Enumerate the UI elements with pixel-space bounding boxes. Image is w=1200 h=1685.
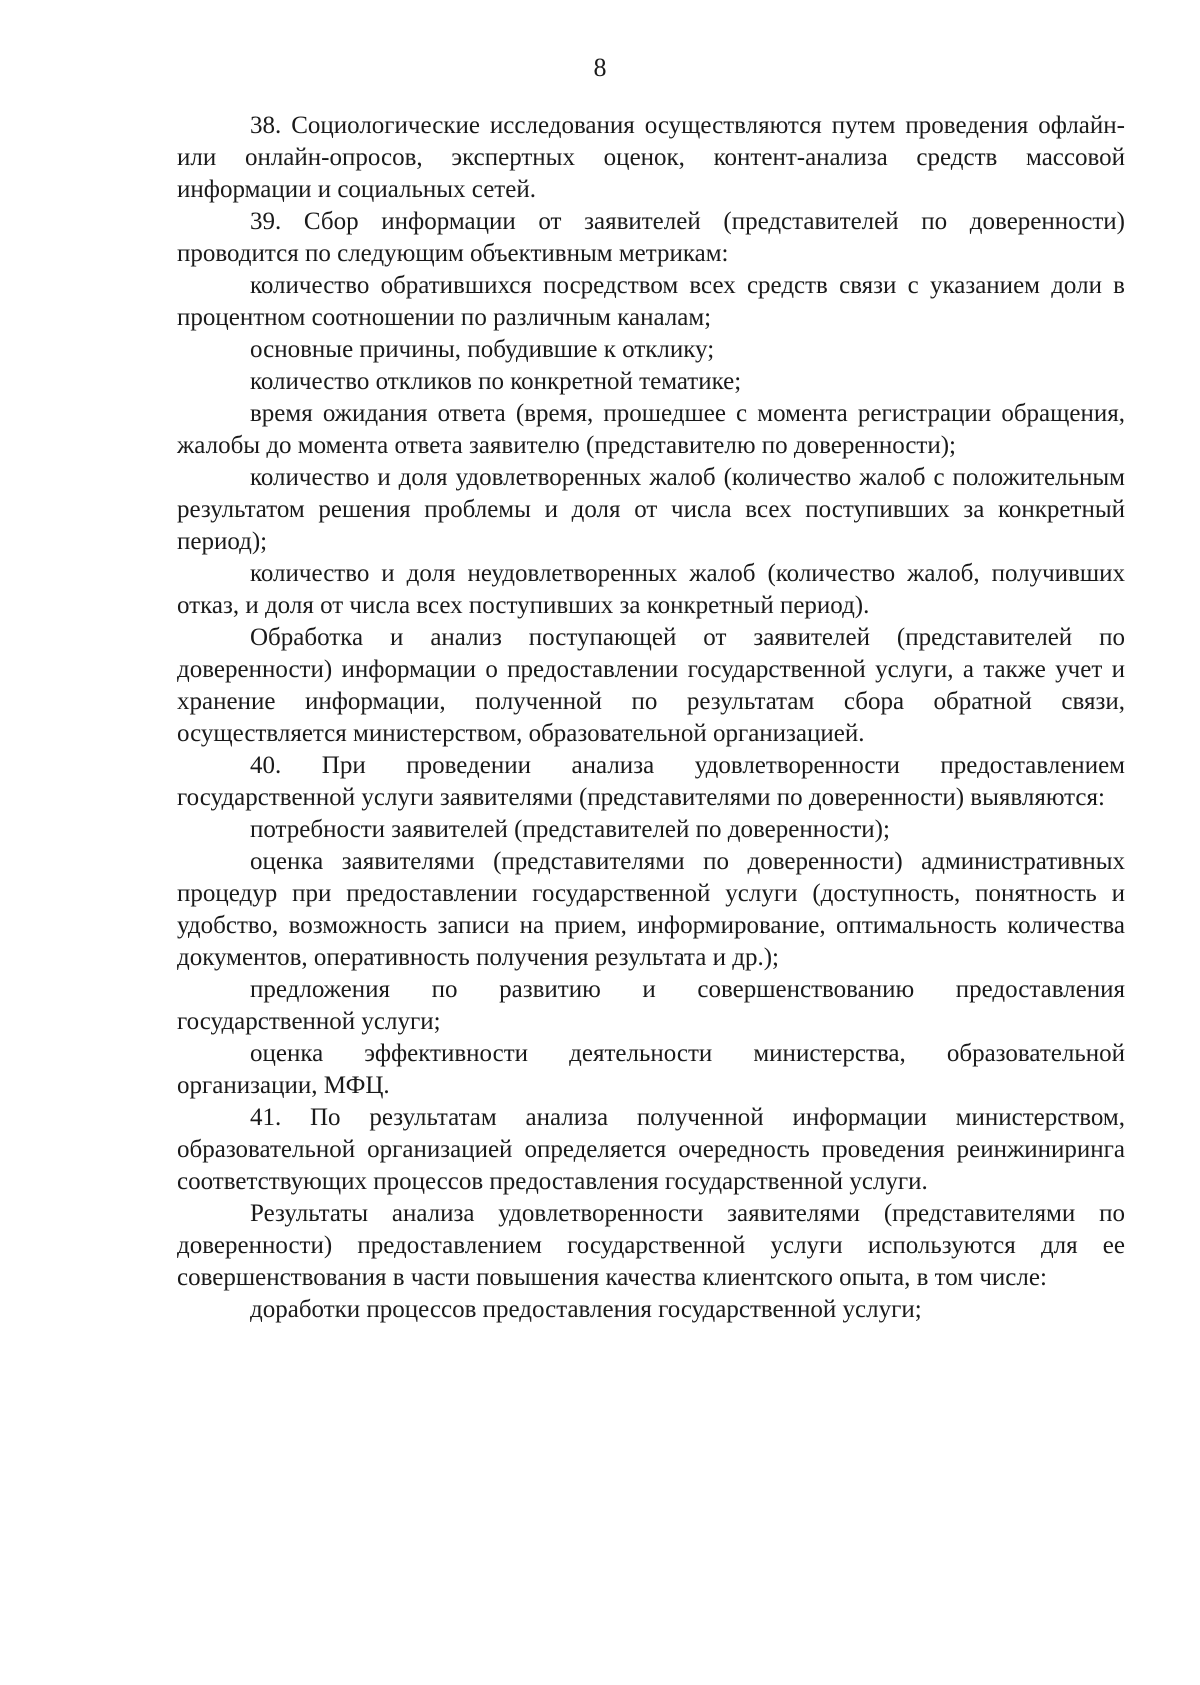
list-item: количество и доля неудовлетворенных жалоб (количество жалоб, получивших отказ, и доля от числа всех поступивших за конкретный период).	[177, 560, 1125, 619]
list-item: оценка эффективности деятельности министерства, образовательной организации, МФЦ.	[177, 1040, 1125, 1099]
paragraph: 41. По результатам анализа полученной информации министерством, образовательной организацией определяется очередность проведения реинжиниринга соответствующих процессов предоставления государственной услуги.	[177, 1104, 1125, 1195]
paragraph: Обработка и анализ поступающей от заявителей (представителей по доверенности) информации о предоставлении государственной услуги, а также учет и хранение информации, полученной по результатам сбора обратной связи, осуществляется министерством, образовательной организацией.	[177, 624, 1125, 747]
list-item: оценка заявителями (представителями по доверенности) административных процедур при предоставлении государственной услуги (доступность, понятность и удобство, возможность записи на прием, информирование, оптимальность количества документов, оперативность получения результата и др.);	[177, 848, 1125, 971]
list-item: основные причины, побудившие к отклику;	[250, 336, 715, 363]
paragraph: 38. Социологические исследования осуществляются путем проведения офлайн- или онлайн-опросов, экспертных оценок, контент-анализа средств массовой информации и социальных сетей.	[177, 112, 1125, 203]
list-item: потребности заявителей (представителей по доверенности);	[250, 816, 890, 843]
document-body	[177, 110, 1125, 1326]
list-item: предложения по развитию и совершенствованию предоставления государственной услуги;	[177, 976, 1125, 1035]
paragraph: 40. При проведении анализа удовлетворенности предоставлением государственной услуги заявителями (представителями по доверенности) выявляются:	[177, 752, 1125, 811]
paragraph: Результаты анализа удовлетворенности заявителями (представителями по доверенности) предоставлением государственной услуги используются для ее совершенствования в части повышения качества клиентского опыта, в том числе:	[177, 1200, 1125, 1291]
list-item: количество обратившихся посредством всех средств связи с указанием доли в процентном соотношении по различным каналам;	[177, 272, 1125, 331]
list-item: время ожидания ответа (время, прошедшее с момента регистрации обращения, жалобы до момента ответа заявителю (представителю по доверенности);	[177, 400, 1125, 459]
list-item: количество откликов по конкретной тематике;	[250, 368, 742, 395]
list-item: количество и доля удовлетворенных жалоб (количество жалоб с положительным результатом решения проблемы и доля от числа всех поступивших за конкретный период);	[177, 464, 1125, 555]
paragraph: 39. Сбор информации от заявителей (представителей по доверенности) проводится по следующим объективным метрикам:	[177, 208, 1125, 267]
list-item: доработки процессов предоставления государственной услуги;	[250, 1296, 922, 1323]
page-number: 8	[593, 53, 607, 82]
